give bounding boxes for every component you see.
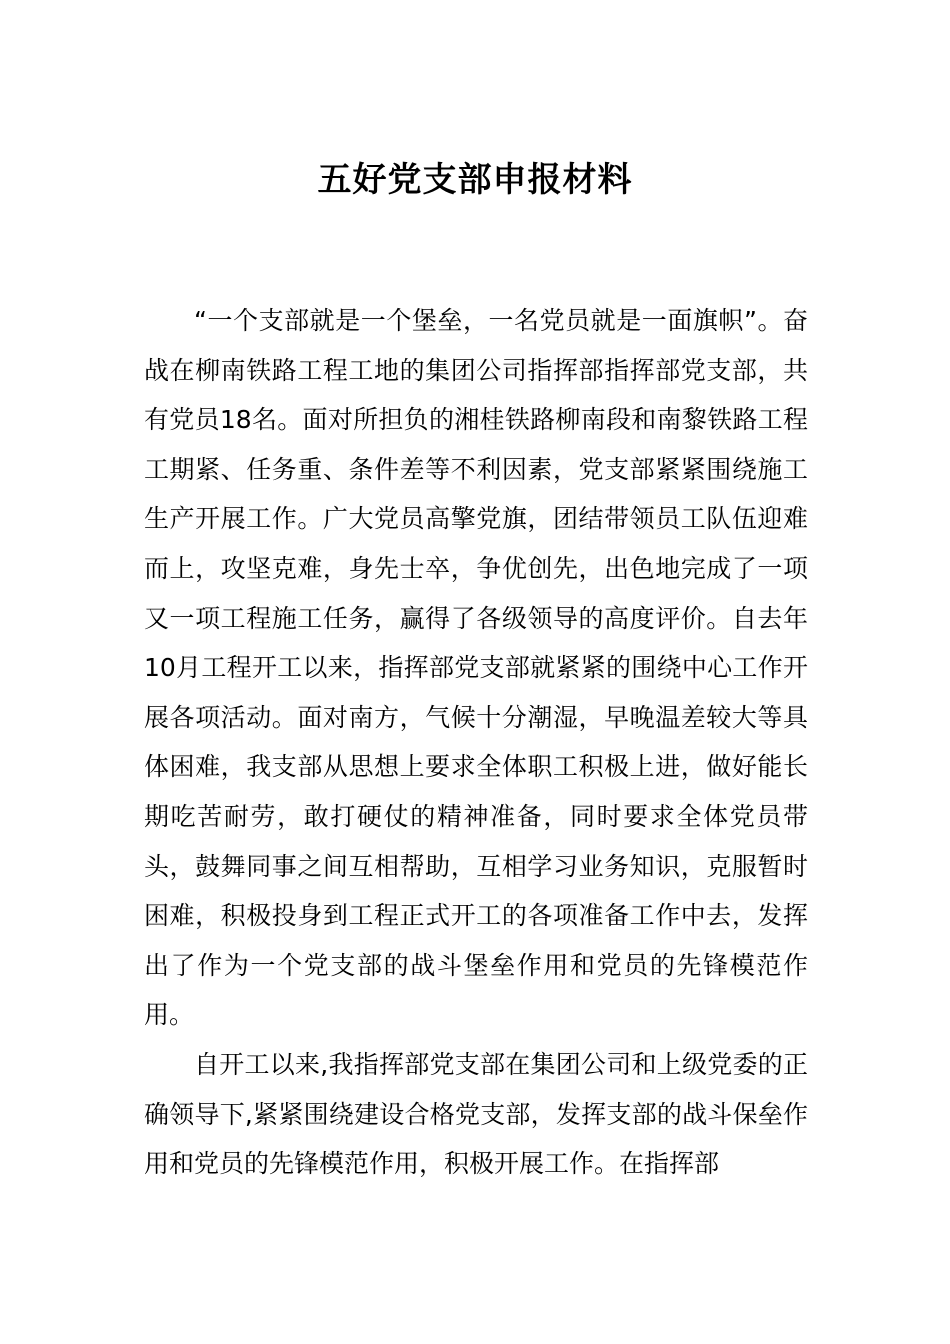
document-title: 五好党支部申报材料 (317, 160, 633, 200)
body-paragraph-2: 自开工以来,我指挥部党支部在集团公司和上级党委的正确领导下,紧紧围绕建设合格党支部，发挥支部的战斗保垒作用和党员的先锋模范作用，积极开展工作。在指挥部 (144, 1049, 808, 1179)
document-body (144, 296, 808, 1189)
body-paragraph-1: “一个支部就是一个堡垒，一名党员就是一面旗帜”。奋战在柳南铁路工程工地的集团公司指挥部指挥部党支部，共有党员18名。面对所担负的湘桂铁路柳南段和南黎铁路工程工期紧、任务重、条件差等不利因素，党支部紧紧围绕施工生产开展工作。广大党员高擎党旗，团结带领员工队伍迎难而上，攻坚克难，身先士卒，争优创先，出色地完成了一项又一项工程施工任务，赢得了各级领导的高度评价。自去年10月工程开工以来，指挥部党支部就紧紧的围绕中心工作开展各项活动。面对南方，气候十分潮湿，早晚温差较大等具体困难，我支部从思想上要求全体职工积极上进，做好能长期吃苦耐劳，敢打硬仗的精神准备，同时要求全体党员带头，鼓舞同事之间互相帮助，互相学习业务知识，克服暂时困难，积极投身到工程正式开工的各项准备工作中去，发挥出了作为一个党支部的战斗堡垒作用和党员的先锋模范作用。 (144, 306, 808, 1030)
